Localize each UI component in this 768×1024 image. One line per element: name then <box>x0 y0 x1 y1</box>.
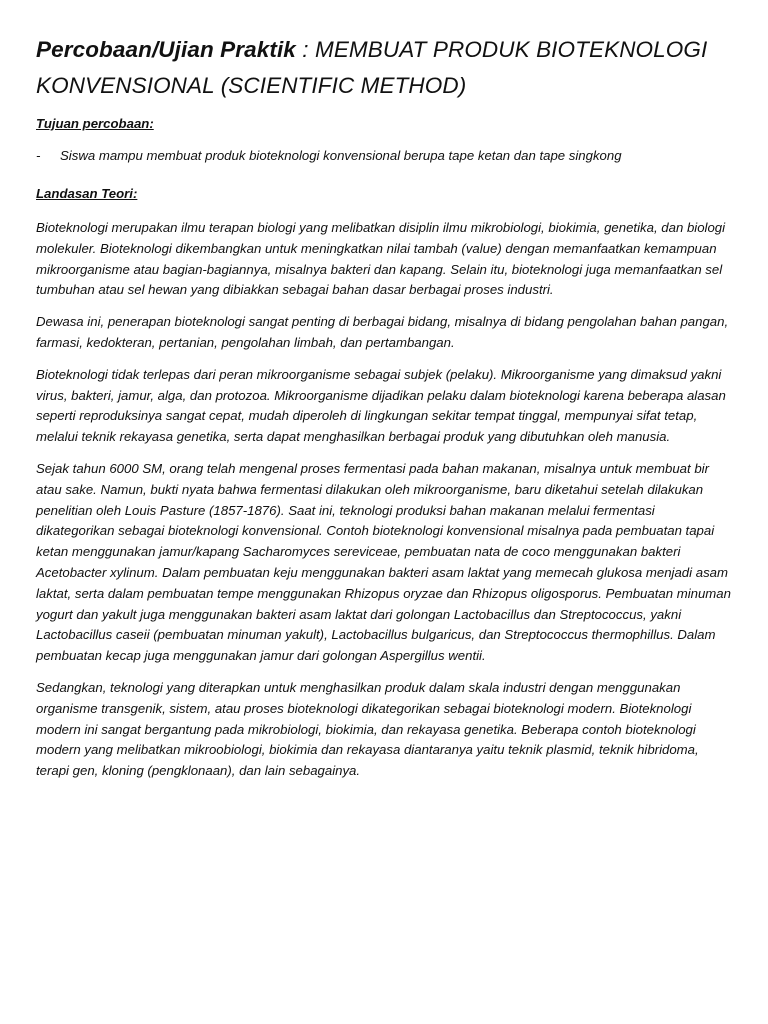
paragraph: Sejak tahun 6000 SM, orang telah mengenal proses fermentasi pada bahan makanan, misalnya untuk membuat bir atau sake. Namun, bukti nyata bahwa fermentasi dilakukan oleh mikroorganisme, baru diketahui setelah dilakukan penelitian oleh Louis Pasture (1857-1876). Saat ini, teknologi produksi bahan makanan melalui fermentasi dikategorikan sebagai bioteknologi konvensional. Contoh bioteknologi konvensional misalnya pada pembuatan tapai ketan menggunakan jamur/kapang Sacharomyces sereviceae, pembuatan nata de coco menggunakan bakteri Acetobacter xylinum. Dalam pembuatan keju menggunakan bakteri asam laktat yang memecah glukosa menjadi asam laktat, serta dalam pembuatan tempe menggunakan Rhizopus oryzae dan Rhizopus oligosporus. Pembuatan minuman yogurt dan yakult juga menggunakan bakteri asam laktat dari golongan Lactobacillus dan Streptococcus, yakni Lactobacillus caseii (pembuatan minuman yakult), Lactobacillus bulgaricus, dan Streptococcus thermophillus. Dalam pembuatan kecap juga menggunakan jamur dari golongan Aspergillus wentii. <box>36 460 731 664</box>
tujuan-heading: Tujuan percobaan: <box>36 116 154 131</box>
document-page <box>36 32 734 782</box>
title-bold-part: Percobaan/Ujian Praktik <box>36 37 296 62</box>
bullet-dash: - <box>36 148 41 163</box>
paragraph: Bioteknologi tidak terlepas dari peran mikroorganisme sebagai subjek (pelaku). Mikroorganisme yang dimaksud yakni virus, bakteri, jamur, alga, dan protozoa. Mikroorganisme dijadikan pelaku dalam bioteknologi karena beberapa alasan seperti reproduksinya sangat cepat, mudah diperoleh di lingkungan sekitar tempat tinggal, mempunyai sifat tetap, melalui teknik rekayasa genetika, serta dapat menghasilkan berbagai produk yang dibutuhkan oleh manusia. <box>36 366 726 445</box>
title-rest-part: : MEMBUAT PRODUK BIOTEKNOLOGI KONVENSIONAL (SCIENTIFIC METHOD) <box>36 37 708 98</box>
paragraph: Dewasa ini, penerapan bioteknologi sangat penting di berbagai bidang, misalnya di bidang pengolahan bahan pangan, farmasi, kedokteran, pertanian, pengolahan limbah, dan pertambangan. <box>36 314 729 350</box>
tujuan-bullet-text: Siswa mampu membuat produk bioteknologi konvensional berupa tape ketan dan tape singkong <box>60 148 622 163</box>
document-title <box>36 32 734 104</box>
paragraph: Bioteknologi merupakan ilmu terapan biologi yang melibatkan disiplin ilmu mikrobiologi, biokimia, genetika, dan biologi molekuler. Bioteknologi dikembangkan untuk meningkatkan nilai tambah (value) dengan memanfaatkan kemampuan mikroorganisme atau bagian-bagiannya, misalnya bakteri dan kapang. Selain itu, bioteknologi juga memanfaatkan sel tumbuhan atau sel hewan yang dibiakkan sebagai bahan dasar berbagai proses industri. <box>36 220 726 298</box>
landasan-heading: Landasan Teori: <box>36 186 138 201</box>
tujuan-bullet-item <box>36 146 734 166</box>
paragraph: Sedangkan, teknologi yang diterapkan untuk menghasilkan produk dalam skala industri dengan menggunakan organisme transgenik, sistem, atau proses bioteknologi dikategorikan sebagai bioteknologi modern. Bioteknologi modern ini sangat bergantung pada mikrobiologi, biokimia, dan rekayasa genetika. Beberapa contoh bioteknologi modern yang melibatkan mikroobiologi, biokimia dan rekayasa diantaranya yaitu teknik plasmid, teknik hibridoma, terapi gen, kloning (pengklonaan), dan lain sebagainya. <box>36 679 699 779</box>
